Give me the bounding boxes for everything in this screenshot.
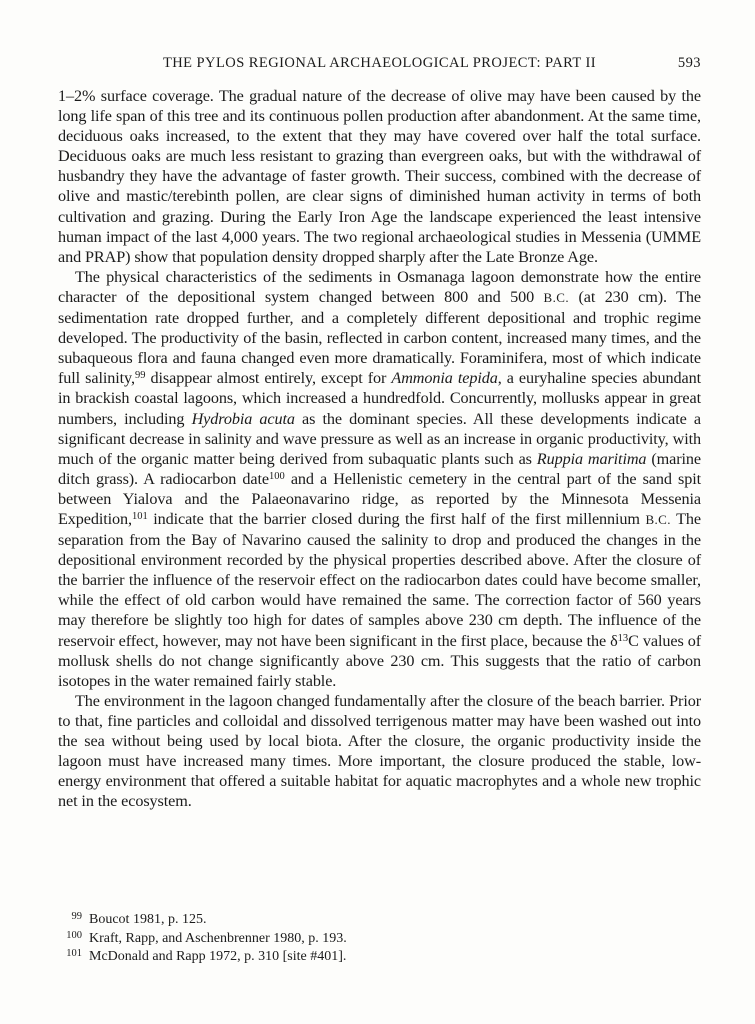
footnote-text: McDonald and Rapp 1972, p. 310 [site #401]. — [89, 949, 347, 965]
superscript-number: 100 — [268, 470, 285, 482]
superscript-number: 13 — [617, 632, 629, 644]
paragraph-1: 1–2% surface coverage. The gradual nature of the decrease of olive may have been caused by the long life span of this tree and its continuous pollen production after abandonment. At the same time, deciduous oaks increased, to the extent that they may have covered over half the total surface. Deciduous oaks are much less resistant to grazing than evergreen oaks, but with the withdrawal of husbandry they have the advantage of faster growth. Their success, combined with the decrease of olive and mastic/terebinth pollen, are clear signs of diminished human activity in terms of both cultivation and grazing. During the Early Iron Age the landscape experienced the least intensive human impact of the last 4,000 years. The two regional archaeological studies in Messenia (UMME and PRAP) show that population density dropped sharply after the Late Bronze Age. — [58, 87, 701, 266]
footnote-text: Boucot 1981, p. 125. — [89, 912, 207, 927]
footnote-100 — [58, 930, 701, 949]
page-number: 593 — [677, 55, 701, 71]
superscript-number: 101 — [131, 510, 148, 522]
small-caps-era: B.C. — [645, 511, 671, 527]
paragraph-3: The environment in the lagoon changed fundamentally after the closure of the beach barrier. Prior to that, fine particles and colloidal and dissolved terrigenous matter may have been washed out into the sea without being used by local biota. After the closure, the organic productivity inside the lagoon must have increased many times. More important, the closure produced the stable, low-energy environment that offered a suitable habitat for aquatic macrophytes and a whole new trophic net in the ecosystem. — [58, 691, 701, 811]
small-caps-era: B.C. — [543, 289, 569, 305]
footnote-number: 99 — [71, 911, 82, 922]
body-text — [58, 86, 701, 811]
footnote-text: Kraft, Rapp, and Aschenbrenner 1980, p. 193. — [89, 930, 347, 946]
footnotes — [58, 911, 701, 967]
paragraph-2: The physical characteristics of the sediments in Osmanaga lagoon demonstrate how the entire character of the depositional system changed between 800 and 500 B.C. (at 230 cm). The sedimentation rate dropped further, and a completely different depositional and trophic regime developed. The productivity of the basin, reflected in carbon content, increased many times, and the subaqueous flora and fauna changed even more dramatically. Foraminifera, most of which indicate full salinity,$^{99}$ disappear almost entirely, except for Ammonia tepida, a euryhaline species abundant in brackish coastal lagoons, which increased a hundredfold. Concurrently, mollusks appear in great numbers, including Hydrobia acuta as the dominant species. All these developments indicate a significant decrease in salinity and wave pressure as well as an increase in organic productivity, with much of the organic matter being derived from subaquatic plants such as Ruppia maritima (marine ditch grass). A radiocarbon date$^{100}$ and a Hellenistic cemetery in the central part of the sand spit between Yialova and the Palaeonavarino ridge, as reported by the Minnesota Messenia Expedition,$^{101}$ indicate that the barrier closed during the first half of the first millennium B.C. The separation from the Bay of Navarino caused the salinity to drop and produced the changes in the depositional environment recorded by the physical properties described above. After the closure of the barrier the influence of the reservoir effect on the radiocarbon dates could have become smaller, while the effect of old carbon would have remained the same. The correction factor of 560 years may therefore be slightly too high for dates of samples above 230 cm depth. The influence of the reservoir effect, however, may not have been significant in the first place, because the δ$^{13}$C values of mollusk shells do not change significantly above 230 cm. This suggests that the ratio of carbon isotopes in the water remained fairly stable. — [58, 267, 702, 690]
footnote-99 — [58, 911, 701, 930]
running-head — [58, 55, 701, 73]
species-name-italic: Ruppia maritima — [536, 449, 647, 468]
footnote-number: 101 — [66, 948, 82, 960]
species-name-italic: Hydrobia acuta — [191, 409, 295, 428]
running-head-title: THE PYLOS REGIONAL ARCHAEOLOGICAL PROJECT: PART II — [162, 55, 597, 71]
footnote-101 — [58, 948, 701, 967]
superscript-number: 99 — [134, 370, 146, 382]
species-name-italic: Ammonia tepida — [391, 369, 498, 388]
footnote-number: 100 — [66, 929, 82, 941]
